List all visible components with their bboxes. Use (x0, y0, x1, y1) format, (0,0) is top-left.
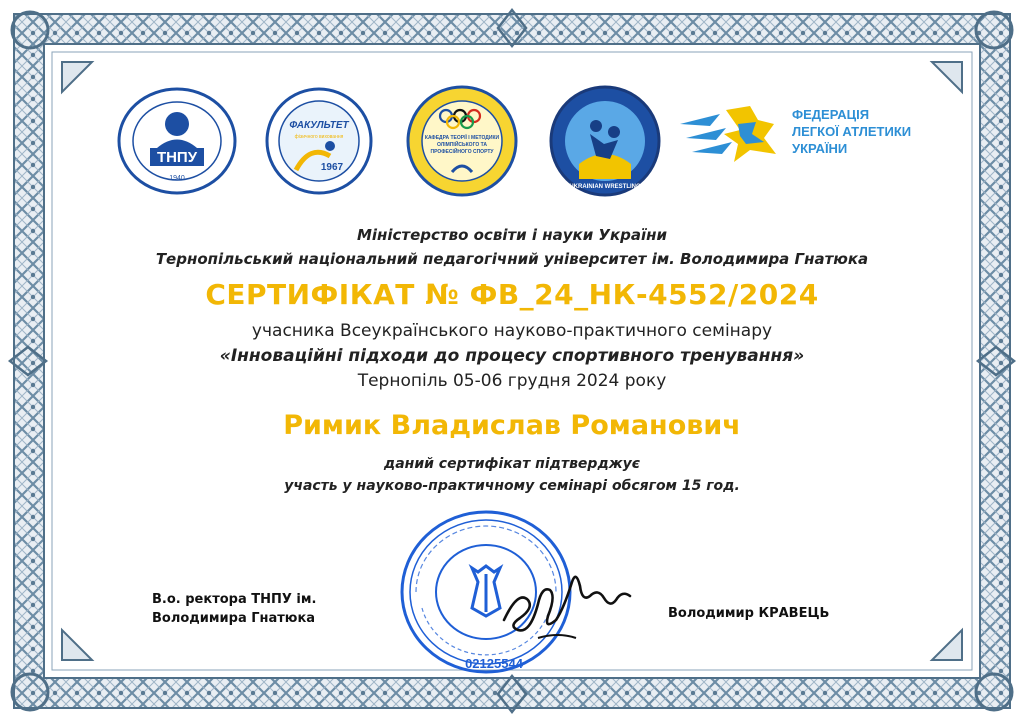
ministry-heading: Міністерство освіти і науки України (356, 226, 668, 244)
recipient-name: Римик Владислав Романович (283, 410, 741, 441)
tnpu-year: 1940 (169, 175, 185, 182)
wrestling-caption: UKRAINIAN WRESTLING (569, 184, 641, 190)
tnpu-logo (112, 86, 242, 196)
signer-position-line2: Володимира Гнатюка (152, 611, 316, 626)
department-logo (398, 84, 526, 198)
department-line1: КАФЕДРА ТЕОРІЇ І МЕТОДИКИ (424, 135, 500, 141)
faculty-logo (260, 86, 378, 196)
signer-position-line1: В.о. ректора ТНПУ ім. (152, 592, 317, 607)
athletics-line3: УКРАЇНИ (792, 141, 848, 156)
certificate-title: СЕРТИФІКАТ № ФВ_24_НК-4552/2024 (205, 278, 819, 311)
faculty-year: 1967 (320, 162, 344, 173)
handwritten-signature (498, 560, 636, 646)
place-date: Тернопіль 05-06 грудня 2024 року (357, 371, 667, 391)
faculty-word1: ФАКУЛЬТЕТ (289, 120, 349, 131)
confirmation-line-2: участь у науково-практичному семінарі обсягом 15 год. (284, 478, 740, 494)
university-heading: Тернопільський національний педагогічний університет ім. Володимира Гнатюка (155, 250, 869, 268)
wrestling-logo (544, 84, 666, 198)
department-line3: ПРОФЕСІЙНОГО СПОРТУ (430, 149, 494, 155)
athletics-line2: ЛЕГКОЇ АТЛЕТИКИ (792, 124, 912, 139)
athletics-federation-name (792, 106, 911, 157)
signer-name: Володимир КРАВЕЦЬ (668, 606, 830, 621)
seminar-name: «Інноваційні підходи до процесу спортивного тренування» (219, 346, 805, 366)
faculty-word2: фізичного виховання (294, 134, 344, 140)
participant-line: учасника Всеукраїнського науково-практичного семінару (251, 321, 773, 341)
stamp-code: 02125544 (465, 656, 523, 671)
athletics-federation-logo (680, 104, 784, 166)
signer-position (152, 590, 316, 628)
tnpu-abbr: ТНПУ (156, 149, 198, 166)
department-line2: ОЛІМПІЙСЬКОГО ТА (437, 142, 487, 148)
athletics-line1: ФЕДЕРАЦІЯ (792, 107, 870, 122)
confirmation-line-1: даний сертифікат підтверджує (383, 456, 641, 472)
